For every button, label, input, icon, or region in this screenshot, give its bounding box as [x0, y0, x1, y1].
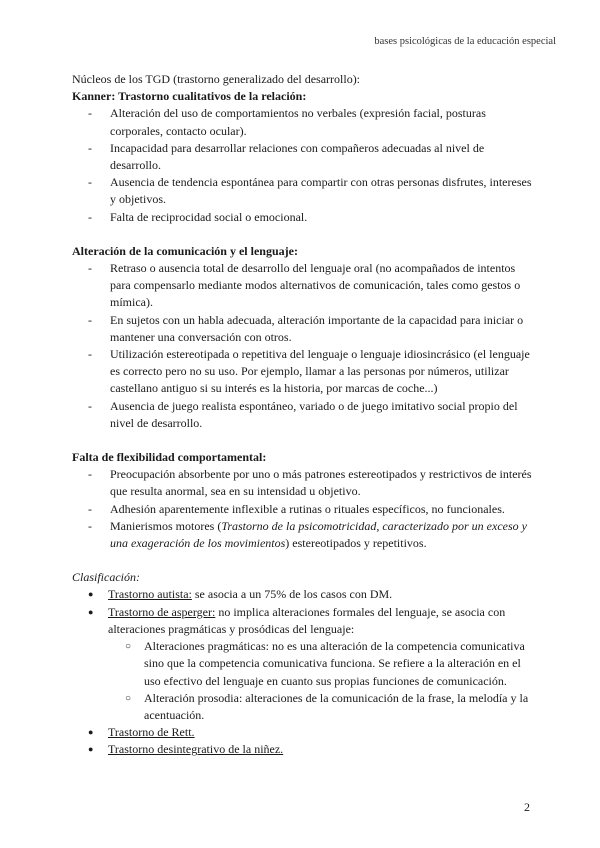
list-item: - Falta de reciprocidad social o emocional. [72, 209, 532, 226]
classification-list [72, 586, 532, 758]
term-rett: Trastorno de Rett. [108, 725, 195, 740]
classification-item-rett [72, 724, 532, 741]
list-item: - Adhesión aparentemente inflexible a rutinas o rituales específicos, no funcionales. [72, 501, 532, 518]
list-item: - Ausencia de juego realista espontáneo, variado o de juego imitativo social propio del nivel de desarrollo. [72, 398, 532, 432]
list-item: - Incapacidad para desarrollar relaciones con compañeros adecuadas al nivel de desarrollo. [72, 140, 532, 174]
communication-list [72, 260, 532, 432]
list-item: - En sujetos con un habla adecuada, alteración importante de la capacidad para iniciar o mantener una conversación con otros. [72, 312, 532, 346]
sublist-item: ○ Alteraciones pragmáticas: no es una alteración de la competencia comunicativa sino que la competencia comunicativa funciona. Se refiere a la alteración en el uso efectivo del lenguaje en cuanto sus propias funciones de comunicación. [108, 638, 532, 690]
intro-line: Núcleos de los TGD (trastorno generalizado del desarrollo): [72, 72, 361, 86]
list-item: - Retraso o ausencia total de desarrollo del lenguaje oral (no acompañados de intentos para compensarlo mediante modos alternativos de comunicación, tales como gestos o mímica). [72, 260, 532, 312]
spacer [72, 432, 532, 449]
flexibility-list [72, 466, 532, 552]
asperger-sublist [108, 638, 532, 724]
term-disintegrative: Trastorno desintegrativo de la niñez. [108, 742, 284, 757]
kanner-list [72, 105, 532, 225]
classification-title: Clasificación: [72, 570, 140, 585]
spacer [72, 226, 532, 243]
list-item-mannerisms [72, 518, 532, 552]
page-number: 2 [524, 800, 530, 814]
term-autism: Trastorno autista: [108, 587, 192, 602]
page-content [72, 71, 532, 759]
mannerisms-tail: ) estereotipados y repetitivos. [285, 536, 427, 551]
autism-description: se asocia a un 75% de los casos con DM. [191, 587, 393, 602]
mannerisms-lead: Manierismos motores ( [110, 518, 222, 533]
running-header: bases psicológicas de la educación especial [374, 36, 556, 47]
classification-item-disintegrative [72, 741, 532, 758]
list-item: - Utilización estereotipada o repetitiva del lenguaje o lenguaje idiosincrásico (el lenguaje es correcto pero no su uso. Por ejemplo, llamar a las personas por números, utilizar castellano antiguo si su interés es la historia, por marcas de coche...) [72, 346, 532, 398]
list-item: - Alteración del uso de comportamientos no verbales (expresión facial, posturas corporales, contacto ocular). [72, 105, 532, 139]
section-title-kanner: Kanner: Trastorno cualitativos de la relación: [72, 89, 307, 104]
sublist-item: ○ Alteración prosodia: alteraciones de la comunicación de la frase, la melodía y la acentuación. [108, 690, 532, 724]
list-item: - Preocupación absorbente por uno o más patrones estereotipados y restrictivos de interés que resulta anormal, sea en su intensidad u objetivo. [72, 466, 532, 500]
section-title-flexibility: Falta de flexibilidad comportamental: [72, 450, 267, 465]
classification-item-asperger [72, 604, 532, 724]
mannerisms-definition: Trastorno de la psicomotricidad, caracterizado por un exceso y una exageración de los movimientos [110, 518, 527, 551]
spacer [72, 552, 532, 569]
asperger-description: no implica alteraciones formales del lenguaje, se asocia con alteraciones pragmáticas y prosódicas del lenguaje: [108, 604, 506, 636]
section-title-communication: Alteración de la comunicación y el lenguaje: [72, 243, 298, 258]
list-item: - Ausencia de tendencia espontánea para compartir con otras personas disfrutes, intereses y objetivos. [72, 174, 532, 208]
classification-item-autism [72, 586, 532, 603]
term-asperger: Trastorno de asperger: [108, 604, 216, 619]
